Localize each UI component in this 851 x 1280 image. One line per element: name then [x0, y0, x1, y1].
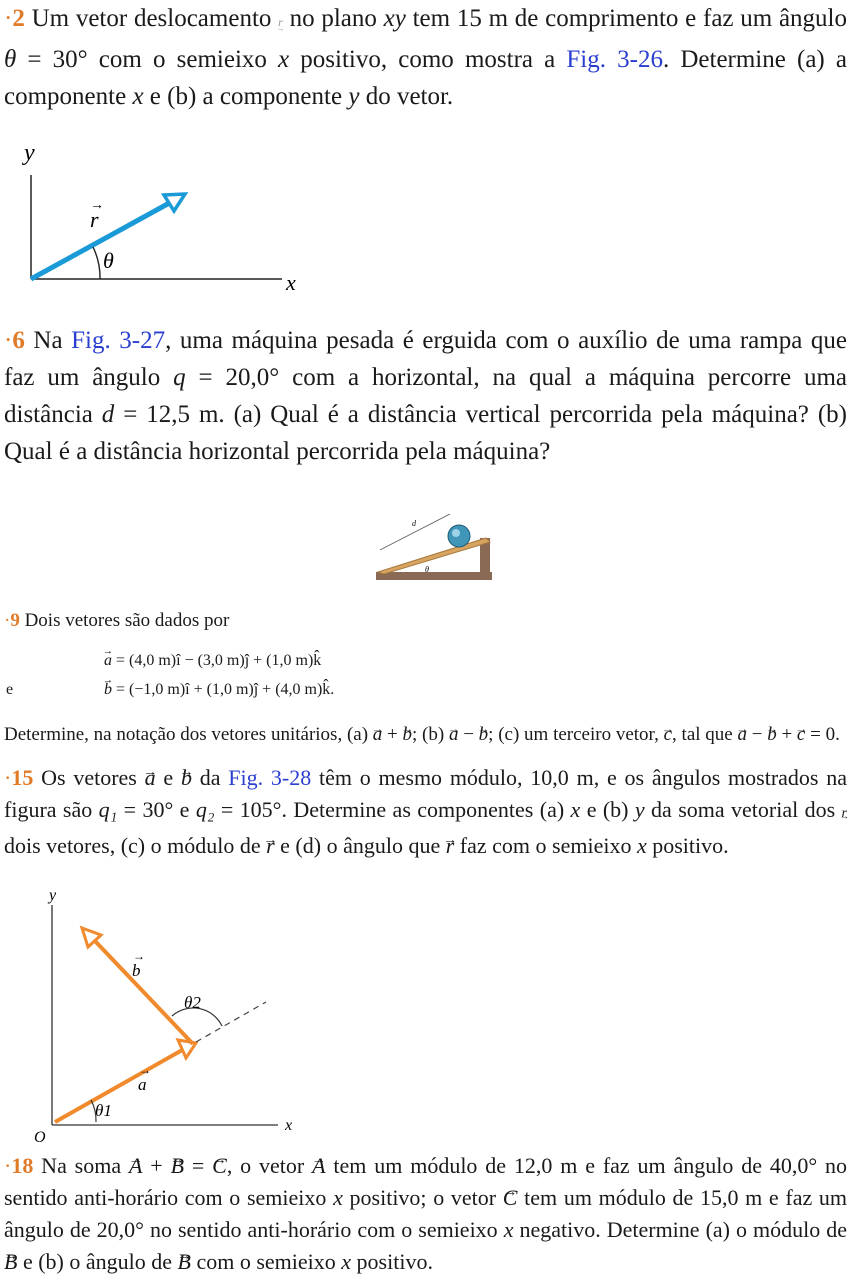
- vector-b-arrow-glyph: →: [133, 949, 145, 963]
- machine-highlight: [452, 529, 460, 537]
- problem-number: 9: [10, 610, 20, 631]
- vector-b-label: b: [132, 961, 141, 980]
- x-axis-label: x: [286, 270, 296, 295]
- vector-arrow-glyph: →: [90, 198, 104, 213]
- distance-label: d: [412, 519, 416, 528]
- problem-2: ·2 Um vetor deslocamento → r no plano xy tem 15 m de comprimento e faz um ângulo θ = 30° com o semieixo x positivo, como mostra a Fig. 3-26. Determine (a) a componente x e (b) a componente y do vetor.: [4, 0, 847, 115]
- problem-15: ·15 Os vetores → a e → b da Fig. 3-28 têm o mesmo módulo, 10,0 m, e os ângulos mostrados na figura são q₁ = 30° e q₂ = 105°. Determine as componentes (a) x e (b) y da soma vetorial dos → r dois vetores, (c) o módulo de → r e (d) o ângulo que → r faz com o semieixo x positivo.: [4, 762, 847, 862]
- problem-number: 2: [12, 5, 25, 32]
- equation-b: → b = (−1,0 m)î + (1,0 m)ĵ + (4,0 m)k̂.: [104, 681, 334, 699]
- y-axis-label: y: [24, 140, 35, 166]
- y-axis-label: y: [49, 887, 57, 904]
- conjunction-e: e: [6, 681, 14, 698]
- equation-a: → a = (4,0 m)î − (3,0 m)ĵ + (1,0 m)k̂: [104, 652, 321, 670]
- figure-3-26: [0, 135, 320, 300]
- angle-label: θ: [425, 565, 429, 574]
- vector-r-label: r: [90, 207, 99, 232]
- problem-number: 15: [11, 765, 34, 790]
- problem-9: ·9 Dois vetores são dados por: [4, 610, 230, 631]
- vector-a: [55, 1049, 184, 1122]
- origin-label: O: [34, 1129, 46, 1142]
- figure-link[interactable]: Fig. 3-28: [228, 765, 312, 790]
- figure-3-27: [370, 500, 500, 585]
- arrowhead: [164, 194, 185, 211]
- angle-arc: [93, 247, 100, 279]
- ground: [376, 572, 492, 580]
- problem-6: ·6 Na Fig. 3-27, uma máquina pesada é erguida com o auxílio de uma rampa que faz um ângulo q = 20,0° com a horizontal, na qual a máquina percorre uma distância d = 12,5 m. (a) Qual é a distância vertical percorrida pela máquina? (b) Qual é a distância horizontal percorrida pela máquina?: [4, 327, 847, 465]
- machine: [448, 525, 470, 547]
- vector-a-label: a: [138, 1075, 147, 1094]
- vector-a-arrow-glyph: →: [139, 1063, 151, 1077]
- problem-9-question: Determine, na notação dos vetores unitários, (a) → a + → b; (b) → a − → b; (c) um terceiro vetor, → c, tal que → a − → b + → c = 0.: [4, 722, 847, 748]
- extension-line: [196, 1002, 266, 1042]
- figure-link[interactable]: Fig. 3-27: [71, 327, 166, 354]
- figure-3-28-vectors: [0, 880, 320, 1142]
- problem-number: 6: [12, 327, 25, 354]
- theta2-label: θ2: [184, 993, 201, 1012]
- problem-18: ·18 Na soma → A + → B = → C, o vetor → A tem um módulo de 12,0 m e faz um ângulo de 40,0° no sentido anti-horário com o semieixo x positivo; o vetor → C tem um módulo de 15,0 m e faz um ângulo de 20,0° no sentido anti-horário com o semieixo x negativo. Determine (a) o módulo de → B e (b) o ângulo de → B com o semieixo x positivo.: [4, 1150, 847, 1278]
- problem-number: 18: [11, 1153, 34, 1178]
- theta-label: θ: [103, 248, 114, 273]
- x-axis-label: x: [285, 1117, 293, 1134]
- figure-link[interactable]: Fig. 3-26: [566, 46, 663, 73]
- ramp: [378, 538, 490, 574]
- theta1-label: θ1: [95, 1101, 112, 1120]
